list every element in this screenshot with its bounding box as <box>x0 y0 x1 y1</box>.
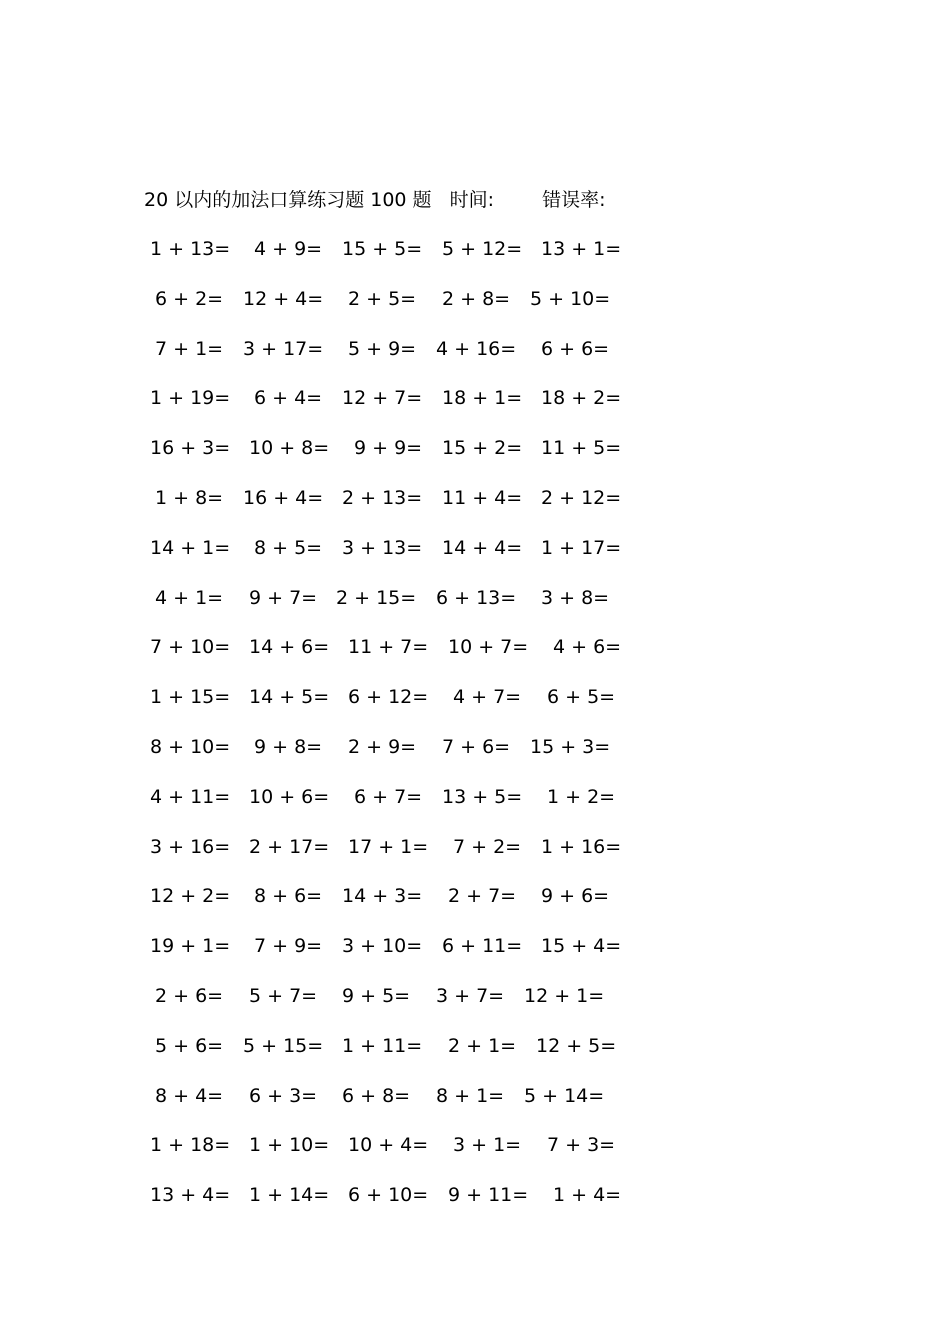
problem-cell: 3 + 17= <box>243 337 324 360</box>
problem-cell: 10 + 4= <box>348 1134 429 1157</box>
problem-cell: 7 + 1= <box>155 337 224 360</box>
problem-row <box>138 383 638 433</box>
problem-row <box>138 234 638 284</box>
problem-cell: 12 + 4= <box>243 287 324 310</box>
problem-cell: 3 + 16= <box>150 835 231 858</box>
problem-row <box>138 632 638 682</box>
problem-cell: 2 + 9= <box>348 735 417 758</box>
problem-grid <box>138 234 638 1230</box>
problem-cell: 5 + 14= <box>524 1084 605 1107</box>
problem-cell: 11 + 7= <box>348 636 429 659</box>
problem-cell: 5 + 15= <box>243 1034 324 1057</box>
problem-row <box>138 334 638 384</box>
problem-cell: 7 + 10= <box>150 636 231 659</box>
problem-row <box>138 1081 638 1131</box>
problem-cell: 12 + 1= <box>524 984 605 1007</box>
problem-cell: 9 + 5= <box>342 984 411 1007</box>
problem-cell: 8 + 1= <box>436 1084 505 1107</box>
problem-cell: 1 + 17= <box>541 536 622 559</box>
problem-cell: 8 + 6= <box>254 885 323 908</box>
problem-cell: 8 + 10= <box>150 735 231 758</box>
problem-cell: 6 + 4= <box>254 387 323 410</box>
problem-cell: 15 + 5= <box>342 238 423 260</box>
problem-cell: 7 + 6= <box>442 735 511 758</box>
problem-cell: 13 + 4= <box>150 1184 231 1207</box>
worksheet-header <box>144 186 605 214</box>
problem-cell: 13 + 1= <box>541 238 622 260</box>
problem-cell: 15 + 3= <box>530 735 611 758</box>
time-label: 时间: <box>449 189 495 211</box>
problem-cell: 4 + 1= <box>155 586 224 609</box>
problem-cell: 4 + 16= <box>436 337 517 360</box>
problem-cell: 6 + 3= <box>249 1084 318 1107</box>
problem-cell: 5 + 10= <box>530 287 611 310</box>
problem-cell: 1 + 10= <box>249 1134 330 1157</box>
problem-cell: 5 + 7= <box>249 984 318 1007</box>
problem-cell: 14 + 1= <box>150 536 231 559</box>
problem-cell: 18 + 1= <box>442 387 523 410</box>
problem-cell: 7 + 3= <box>547 1134 616 1157</box>
problem-cell: 13 + 5= <box>442 785 523 808</box>
problem-cell: 9 + 11= <box>448 1184 529 1207</box>
problem-row <box>138 483 638 533</box>
problem-cell: 17 + 1= <box>348 835 429 858</box>
problem-cell: 15 + 4= <box>541 935 622 958</box>
problem-cell: 18 + 2= <box>541 387 622 410</box>
problem-cell: 6 + 5= <box>547 686 616 709</box>
problem-cell: 1 + 11= <box>342 1034 423 1057</box>
problem-cell: 2 + 6= <box>155 984 224 1007</box>
problem-row <box>138 533 638 583</box>
problem-cell: 10 + 6= <box>249 785 330 808</box>
problem-row <box>138 881 638 931</box>
problem-row <box>138 782 638 832</box>
problem-row <box>138 981 638 1031</box>
problem-cell: 1 + 16= <box>541 835 622 858</box>
problem-cell: 9 + 9= <box>354 437 423 460</box>
problem-row <box>138 1031 638 1081</box>
problem-cell: 1 + 15= <box>150 686 231 709</box>
worksheet-title: 20 以内的加法口算练习题 100 题 <box>144 189 432 211</box>
problem-cell: 14 + 3= <box>342 885 423 908</box>
problem-cell: 8 + 4= <box>155 1084 224 1107</box>
error-rate-label: 错误率: <box>542 189 606 211</box>
problem-cell: 1 + 18= <box>150 1134 231 1157</box>
problem-cell: 4 + 7= <box>453 686 522 709</box>
problem-cell: 14 + 6= <box>249 636 330 659</box>
problem-row <box>138 433 638 483</box>
problem-cell: 1 + 19= <box>150 387 231 410</box>
problem-cell: 16 + 4= <box>243 486 324 509</box>
problem-cell: 9 + 6= <box>541 885 610 908</box>
problem-cell: 6 + 2= <box>155 287 224 310</box>
problem-cell: 3 + 7= <box>436 984 505 1007</box>
problem-cell: 6 + 12= <box>348 686 429 709</box>
problem-cell: 2 + 5= <box>348 287 417 310</box>
problem-cell: 2 + 17= <box>249 835 330 858</box>
problem-cell: 11 + 4= <box>442 486 523 509</box>
problem-cell: 2 + 8= <box>442 287 511 310</box>
problem-cell: 1 + 4= <box>553 1184 622 1207</box>
problem-cell: 19 + 1= <box>150 935 231 958</box>
problem-cell: 1 + 13= <box>150 238 231 260</box>
problem-row <box>138 583 638 633</box>
problem-cell: 16 + 3= <box>150 437 231 460</box>
problem-row <box>138 1130 638 1180</box>
problem-cell: 12 + 5= <box>536 1034 617 1057</box>
problem-cell: 8 + 5= <box>254 536 323 559</box>
problem-row <box>138 931 638 981</box>
problem-cell: 15 + 2= <box>442 437 523 460</box>
problem-row <box>138 732 638 782</box>
problem-cell: 6 + 7= <box>354 785 423 808</box>
problem-cell: 7 + 2= <box>453 835 522 858</box>
problem-cell: 5 + 9= <box>348 337 417 360</box>
problem-row <box>138 682 638 732</box>
problem-cell: 14 + 5= <box>249 686 330 709</box>
problem-cell: 4 + 6= <box>553 636 622 659</box>
problem-row <box>138 832 638 882</box>
problem-cell: 12 + 2= <box>150 885 231 908</box>
problem-cell: 10 + 8= <box>249 437 330 460</box>
problem-cell: 4 + 11= <box>150 785 231 808</box>
problem-row <box>138 1180 638 1230</box>
problem-cell: 6 + 10= <box>348 1184 429 1207</box>
problem-cell: 14 + 4= <box>442 536 523 559</box>
problem-cell: 2 + 7= <box>448 885 517 908</box>
problem-cell: 6 + 6= <box>541 337 610 360</box>
problem-cell: 6 + 13= <box>436 586 517 609</box>
problem-cell: 3 + 1= <box>453 1134 522 1157</box>
problem-cell: 3 + 8= <box>541 586 610 609</box>
problem-cell: 5 + 12= <box>442 238 523 260</box>
problem-cell: 2 + 13= <box>342 486 423 509</box>
problem-cell: 10 + 7= <box>448 636 529 659</box>
problem-cell: 11 + 5= <box>541 437 622 460</box>
problem-cell: 9 + 7= <box>249 586 318 609</box>
problem-cell: 9 + 8= <box>254 735 323 758</box>
problem-row <box>138 284 638 334</box>
problem-cell: 2 + 15= <box>336 586 417 609</box>
problem-cell: 1 + 8= <box>155 486 224 509</box>
problem-cell: 1 + 2= <box>547 785 616 808</box>
problem-cell: 3 + 13= <box>342 536 423 559</box>
problem-cell: 7 + 9= <box>254 935 323 958</box>
problem-cell: 3 + 10= <box>342 935 423 958</box>
problem-cell: 1 + 14= <box>249 1184 330 1207</box>
problem-cell: 4 + 9= <box>254 238 323 260</box>
problem-cell: 12 + 7= <box>342 387 423 410</box>
problem-cell: 2 + 12= <box>541 486 622 509</box>
problem-cell: 6 + 11= <box>442 935 523 958</box>
problem-cell: 2 + 1= <box>448 1034 517 1057</box>
problem-cell: 6 + 8= <box>342 1084 411 1107</box>
problem-cell: 5 + 6= <box>155 1034 224 1057</box>
